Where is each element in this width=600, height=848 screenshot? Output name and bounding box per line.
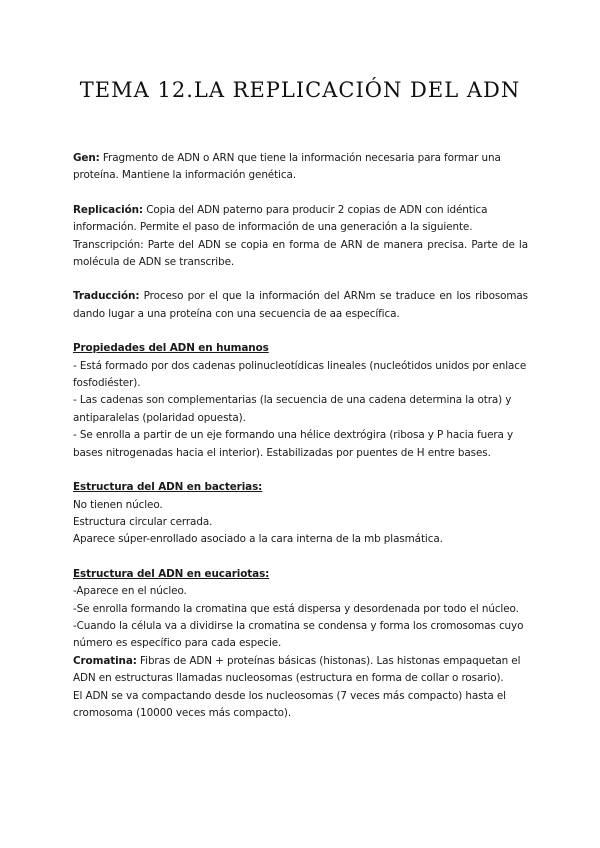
list-item: No tienen núcleo. xyxy=(73,498,163,511)
list-item: -Aparece en el núcleo. xyxy=(73,585,187,598)
paragraph-traduccion xyxy=(73,288,528,323)
list-item: -Se enrolla formando la cromatina que está dispersa y desordenada por todo el núcleo. xyxy=(73,602,519,615)
heading-propiedades: Propiedades del ADN en humanos xyxy=(73,342,269,355)
section-replicacion xyxy=(73,202,528,272)
page-title: TEMA 12.LA REPLICACIÓN DEL ADN xyxy=(79,78,521,102)
term-traduccion: Traducción: xyxy=(73,290,140,303)
section-propiedades xyxy=(73,340,528,462)
document-body xyxy=(73,150,528,739)
paragraph-gen xyxy=(73,150,528,185)
paragraph-replicacion xyxy=(73,202,528,237)
list-item: - Las cadenas son complementarias (la secuencia de una cadena determina la otra) y antiparalelas (polaridad opuesta). xyxy=(73,394,512,424)
definition-traduccion: Proceso por el que la información del ARNm se traduce en los ribosomas dando lugar a una proteína con una secuencia de aa específica. xyxy=(73,290,528,320)
term-cromatina: Cromatina: xyxy=(73,654,137,667)
paragraph-cromatina xyxy=(73,653,528,688)
list-item: Aparece súper-enrollado asociado a la cara interna de la mb plasmática. xyxy=(73,533,443,546)
definition-gen: Fragmento de ADN o ARN que tiene la información necesaria para formar una proteína. Mantiene la información genética. xyxy=(73,152,501,182)
section-traduccion xyxy=(73,288,528,323)
paragraph-compactacion: El ADN se va compactando desde los nucleosomas (7 veces más compacto) hasta el cromosoma (10000 veces más compacto). xyxy=(73,689,506,719)
definition-cromatina: Fibras de ADN + proteínas básicas (histonas). Las histonas empaquetan el ADN en estructuras llamadas nucleosomas (estructura en forma de collar o rosario). xyxy=(73,654,521,685)
definition-replicacion: Copia del ADN paterno para producir 2 copias de ADN con idéntica información. Permite el paso de información de una generación a la siguiente. xyxy=(73,203,488,234)
heading-eucariotas: Estructura del ADN en eucariotas: xyxy=(73,567,270,580)
list-item: -Cuando la célula va a dividirse la cromatina se condensa y forma los cromosomas cuyo número es específico para cada especie. xyxy=(73,619,524,650)
list-item: - Está formado por dos cadenas polinucleotídicas lineales (nucleótidos unidos por enlace fosfodiéster). xyxy=(73,359,527,390)
list-item: Estructura circular cerrada. xyxy=(73,515,213,528)
term-gen: Gen: xyxy=(73,152,100,164)
section-bacterias xyxy=(73,479,528,549)
heading-bacterias: Estructura del ADN en bacterias: xyxy=(73,481,263,494)
term-replicacion: Replicación: xyxy=(73,203,143,216)
paragraph-transcripcion: Transcripción: Parte del ADN se copia en forma de ARN de manera precisa. Parte de la molécula de ADN se transcribe. xyxy=(73,238,528,269)
section-eucariotas xyxy=(73,566,528,723)
list-item: - Se enrolla a partir de un eje formando una hélice dextrógira (ribosa y P hacia fuera y bases nitrogenadas hacia el interior). Estabilizadas por puentes de H entre bases. xyxy=(73,429,514,459)
section-gen xyxy=(73,150,528,185)
